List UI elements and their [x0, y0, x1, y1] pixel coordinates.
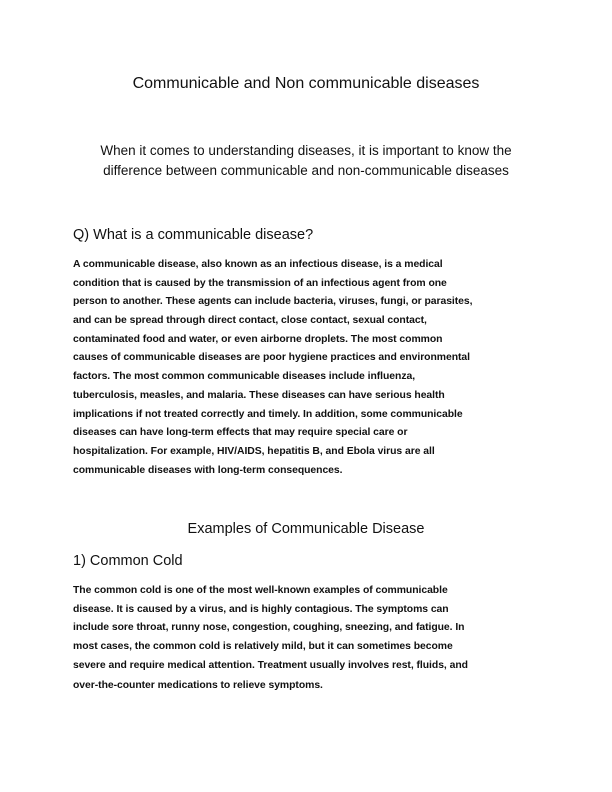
paragraph-line: include sore throat, runny nose, congestion, coughing, sneezing, and fatigue. In: [73, 622, 465, 634]
paragraph-line: person to another. These agents can include bacteria, viruses, fungi, or parasites,: [73, 296, 473, 308]
section1-paragraph: [73, 256, 472, 480]
paragraph-line: severe and require medical attention. Treatment usually involves rest, fluids, and: [73, 659, 468, 671]
document-title: Communicable and Non communicable diseases: [132, 75, 480, 92]
subheading-common-cold: 1) Common Cold: [73, 553, 183, 569]
paragraph-line: condition that is caused by the transmission of an infectious agent from one: [73, 277, 447, 289]
paragraph-line: factors. The most common communicable diseases include influenza,: [73, 371, 416, 383]
paragraph-line: hospitalization. For example, HIV/AIDS, hepatitis B, and Ebola virus are all: [73, 445, 435, 457]
paragraph-line: most cases, the common cold is relatively mild, but it can sometimes become: [73, 641, 453, 653]
paragraph-line: A communicable disease, also known as an infectious disease, is a medical: [73, 259, 443, 270]
subtitle-line: difference between communicable and non-communicable diseases: [103, 163, 509, 178]
paragraph-line: diseases can have long-term effects that may require special care or: [73, 427, 408, 439]
subtitle-line: When it comes to understanding diseases, it is important to know the: [100, 143, 512, 158]
paragraph-line: and can be spread through direct contact, close contact, sexual contact,: [73, 315, 427, 327]
paragraph-line: communicable diseases with long-term consequences.: [73, 464, 343, 476]
paragraph-line: causes of communicable diseases are poor hygiene practices and environmental: [73, 352, 470, 364]
paragraph-line: tuberculosis, measles, and malaria. These diseases can have serious health: [73, 389, 445, 401]
section-heading-what-is: Q) What is a communicable disease?: [73, 227, 314, 243]
common-cold-paragraph: [73, 582, 468, 696]
section-heading-examples: Examples of Communicable Disease: [187, 521, 425, 537]
paragraph-line: implications if not treated correctly and timely. In addition, some communicable: [73, 408, 463, 420]
paragraph-line: over-the-counter medications to relieve symptoms.: [73, 680, 323, 692]
paragraph-line: disease. It is caused by a virus, and is highly contagious. The symptoms can: [73, 603, 449, 615]
paragraph-line: The common cold is one of the most well-known examples of communicable: [73, 585, 448, 596]
paragraph-line: contaminated food and water, or even airborne droplets. The most common: [73, 333, 443, 345]
